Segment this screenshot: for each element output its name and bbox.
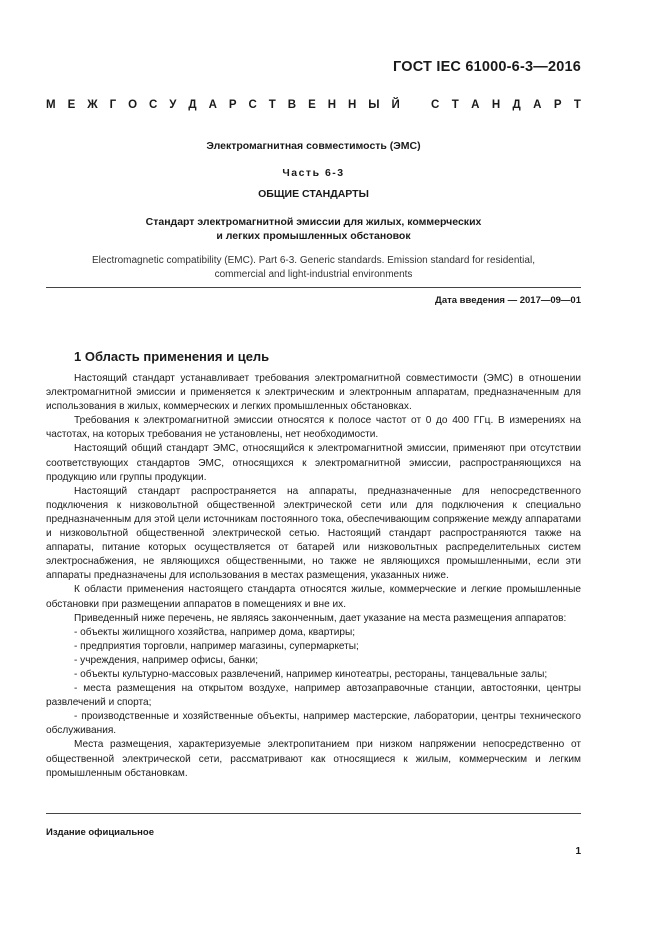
- banner-letter: Р: [228, 99, 237, 111]
- interstate-word: [46, 99, 400, 111]
- english-title: [46, 254, 581, 281]
- banner-letter: О: [128, 99, 138, 111]
- banner-letter: С: [248, 99, 257, 111]
- banner-letter: А: [533, 99, 542, 111]
- paragraph: К области применения настоящего стандарта относятся жилые, коммерческие и легкие промышленные обстановки при размещении аппаратов в помещениях и вне их.: [46, 584, 581, 610]
- subtitle-line: и легких промышленных обстановок: [216, 230, 411, 242]
- banner-letter: А: [208, 99, 217, 111]
- banner-letter: Е: [308, 99, 316, 111]
- list-item: - производственные и хозяйственные объекты, например мастерские, лаборатории, центры технического обслуживания.: [46, 711, 581, 737]
- banner-letter: Е: [67, 99, 76, 111]
- banner-letter: С: [149, 99, 158, 111]
- paragraph: Приведенный ниже перечень, не являясь законченным, дает указание на места размещения аппаратов:: [74, 612, 567, 624]
- banner-letter: Г: [109, 99, 117, 111]
- part-title: Часть 6-3: [282, 167, 345, 179]
- list-item: - объекты культурно-массовых развлечений, например кинотеатры, рестораны, танцевальные залы;: [74, 668, 548, 680]
- section-title: 1 Область применения и цель: [74, 349, 270, 364]
- header-divider: [46, 287, 581, 288]
- paragraph: Настоящий общий стандарт ЭМС, относящийся к электромагнитной эмиссии, применяют при отсутствии соответствующих стандартов ЭМС, относящихся к электромагнитной эмиссии, распространяющихся на продукцию или группы продукции.: [46, 443, 581, 483]
- english-title-line: commercial and light-industrial environments: [214, 268, 413, 280]
- banner-letter: Д: [188, 99, 197, 111]
- banner-letter: В: [287, 99, 297, 111]
- list-item: - места размещения на открытом воздухе, например автозаправочные станции, автостоянки, центры развлечений и спорта;: [46, 683, 581, 709]
- section-body: [46, 372, 581, 781]
- page-number: 1: [575, 846, 581, 857]
- banner-letter: Д: [512, 99, 521, 111]
- banner-letter: Й: [391, 99, 400, 111]
- banner-letter: Р: [553, 99, 562, 111]
- subtitle-line: Стандарт электромагнитной эмиссии для жилых, коммерческих: [145, 216, 482, 228]
- paragraph: Требования к электромагнитной эмиссии относятся к полосе частот от 0 до 400 ГГц. В измерениях на частотах, на которых требования не установлены, нет необходимости.: [46, 415, 581, 441]
- english-title-line: Electromagnetic compatibility (EMC). Part 6-3. Generic standards. Emission standard for residential,: [92, 255, 535, 266]
- banner-letter: Н: [327, 99, 337, 111]
- banner-letter: С: [431, 99, 440, 111]
- standard-word: [431, 99, 581, 111]
- general-standards-title: ОБЩИЕ СТАНДАРТЫ: [258, 188, 369, 200]
- official-edition-label: Издание официальное: [46, 827, 154, 838]
- banner-letter: У: [169, 99, 177, 111]
- banner-letter: Т: [268, 99, 276, 111]
- list-item: - объекты жилищного хозяйства, например дома, квартиры;: [74, 626, 356, 638]
- document-code: ГОСТ IEC 61000-6-3—2016: [393, 59, 581, 75]
- banner-letter: Т: [451, 99, 459, 111]
- list-item: - учреждения, например офисы, банки;: [74, 654, 259, 666]
- banner-letter: Ы: [368, 99, 380, 111]
- list-item: - предприятия торговли, например магазины, супермаркеты;: [74, 640, 359, 652]
- introduction-date: Дата введения — 2017—09—01: [435, 295, 581, 306]
- footer-divider: [46, 813, 581, 814]
- banner-letter: Ж: [87, 99, 98, 111]
- standard-subtitle: [46, 215, 581, 243]
- banner-letter: Н: [347, 99, 357, 111]
- banner-letter: А: [471, 99, 480, 111]
- interstate-standard-banner: [46, 99, 581, 111]
- paragraph: Настоящий стандарт распространяется на аппараты, предназначенные для непосредственного подключения к низковольтной общественной электрической сети или для подключения к специально предназначенным для этой цели источникам постоянного тока, обеспечивающим сопряжение между аппаратами и низковольтной общественной электрической сетью. Настоящий стандарт распространяются также на аппараты, питание которых осуществляется от батарей или низковольтных распределительных систем электроснабжения, не являющихся общественными, но также не являющихся промышленными, если эти аппараты предназначены для использования в местах размещения, указанных ниже.: [46, 485, 581, 582]
- emc-title: Электромагнитная совместимость (ЭМС): [206, 140, 421, 152]
- banner-letter: М: [46, 99, 56, 111]
- paragraph: Места размещения, характеризуемые электропитанием при низком напряжении непосредственно от общественной электрической сети, рассматривают как относящиеся к жилым, коммерческим и легким промышленным обстановкам.: [46, 739, 581, 779]
- banner-letter: Н: [491, 99, 501, 111]
- banner-letter: Т: [573, 99, 581, 111]
- paragraph: Настоящий стандарт устанавливает требования электромагнитной совместимости (ЭМС) в отношении электромагнитной эмиссии и применяется к электрическим и электронным аппаратам, предназначенным для использования в жилых, коммерческих и легких промышленных обстановках.: [46, 373, 581, 413]
